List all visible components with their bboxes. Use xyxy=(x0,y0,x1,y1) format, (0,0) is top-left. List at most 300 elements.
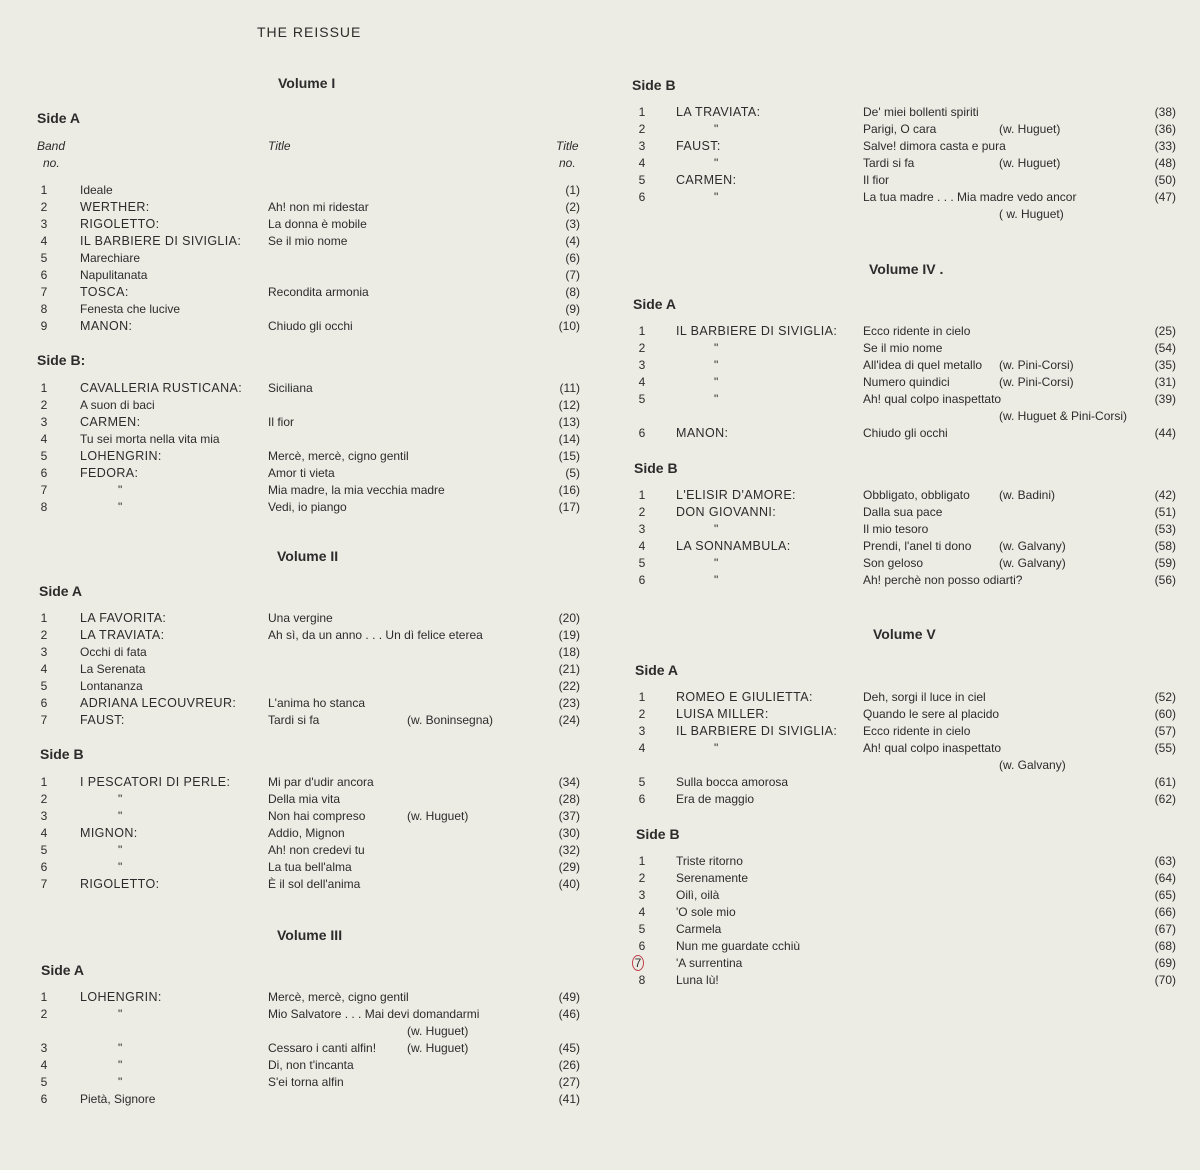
volume-title: Volume V xyxy=(873,626,936,642)
track-row xyxy=(0,155,1200,172)
track-opera: " xyxy=(714,122,719,136)
track-row xyxy=(0,465,1200,482)
track-title: Vedi, io piango xyxy=(268,500,347,514)
track-row xyxy=(0,1006,1200,1023)
band-number: 6 xyxy=(40,860,48,874)
band-number: 3 xyxy=(638,888,646,902)
band-number: 6 xyxy=(638,939,646,953)
track-row xyxy=(0,138,1200,155)
track-opera: " xyxy=(118,483,123,497)
featuring-credit: (w. Galvany) xyxy=(999,556,1066,570)
band-number: 7 xyxy=(40,877,48,891)
track-opera: Luna lù! xyxy=(676,973,719,987)
track-opera: LA TRAVIATA: xyxy=(676,105,761,119)
title-number: (44) xyxy=(1154,426,1176,440)
band-header-line2: no. xyxy=(43,156,60,170)
band-number: 6 xyxy=(638,426,646,440)
band-number: 3 xyxy=(40,217,48,231)
track-title: Siciliana xyxy=(268,381,313,395)
band-number: 5 xyxy=(40,843,48,857)
title-number: (22) xyxy=(558,679,580,693)
track-row xyxy=(0,448,1200,465)
track-row xyxy=(0,825,1200,842)
band-number: 4 xyxy=(40,432,48,446)
title-number: (10) xyxy=(558,319,580,333)
track-title: De' miei bollenti spiriti xyxy=(863,105,979,119)
track-opera: RIGOLETTO: xyxy=(80,217,160,231)
track-opera: Era de maggio xyxy=(676,792,755,806)
track-title: Il mio tesoro xyxy=(863,522,929,536)
track-title: La donna è mobile xyxy=(268,217,367,231)
track-title: Ah! non credevi tu xyxy=(268,843,365,857)
track-opera: " xyxy=(118,1058,123,1072)
track-row xyxy=(0,104,1200,121)
track-opera: 'A surrentina xyxy=(676,956,743,970)
band-number: 5 xyxy=(40,449,48,463)
track-opera: DON GIOVANNI: xyxy=(676,505,777,519)
track-title: Il fior xyxy=(863,173,890,187)
title-number: (31) xyxy=(1154,375,1176,389)
title-number: (47) xyxy=(1154,190,1176,204)
track-title: Parigi, O cara xyxy=(863,122,937,136)
band-number: 5 xyxy=(40,1075,48,1089)
band-number: 4 xyxy=(638,741,646,755)
track-opera: IL BARBIERE DI SIVIGLIA: xyxy=(676,324,838,338)
band-number: 4 xyxy=(638,905,646,919)
track-opera: ADRIANA LECOUVREUR: xyxy=(80,696,237,710)
band-number: 2 xyxy=(40,1007,48,1021)
title-number: (53) xyxy=(1154,522,1176,536)
title-number: (2) xyxy=(565,200,580,214)
track-row xyxy=(0,989,1200,1006)
side-label: Side A xyxy=(39,583,83,599)
title-number: (27) xyxy=(558,1075,580,1089)
track-opera: " xyxy=(118,1041,123,1055)
side-label: Side A xyxy=(41,962,85,978)
track-opera: Triste ritorno xyxy=(676,854,743,868)
volume-title: Volume IV . xyxy=(869,261,944,277)
track-opera: FAUST: xyxy=(676,139,721,153)
track-row xyxy=(0,627,1200,644)
title-number: (6) xyxy=(565,251,580,265)
title-number: (18) xyxy=(558,645,580,659)
track-opera: " xyxy=(714,190,719,204)
volume-title: Volume I xyxy=(278,75,336,91)
track-opera: " xyxy=(118,1007,123,1021)
track-opera: 'O sole mio xyxy=(676,905,736,919)
track-opera: IL BARBIERE DI SIVIGLIA: xyxy=(80,234,242,248)
band-number: 1 xyxy=(638,105,646,119)
track-opera: " xyxy=(714,741,719,755)
title-number: (9) xyxy=(565,302,580,316)
track-title: Una vergine xyxy=(268,611,333,625)
track-opera: Occhi di fata xyxy=(80,645,147,659)
featuring-credit: (w. Huguet) xyxy=(999,156,1061,170)
track-title: Se il mio nome xyxy=(863,341,943,355)
side-label: Side B xyxy=(40,746,84,762)
title-number: (54) xyxy=(1154,341,1176,355)
track-row xyxy=(0,425,1200,442)
band-number: 3 xyxy=(40,645,48,659)
track-opera: Lontananza xyxy=(80,679,143,693)
band-number: 7 xyxy=(40,713,48,727)
track-title: La tua madre . . . Mia madre vedo ancor xyxy=(863,190,1077,204)
band-number: 8 xyxy=(40,302,48,316)
title-number: (8) xyxy=(565,285,580,299)
track-title: Mercè, mercè, cigno gentil xyxy=(268,990,409,1004)
track-title: Mi par d'udir ancora xyxy=(268,775,374,789)
track-row xyxy=(0,172,1200,189)
track-title: Son geloso xyxy=(863,556,924,570)
band-number: 7 xyxy=(40,483,48,497)
title-number: (40) xyxy=(558,877,580,891)
title-header: Title xyxy=(268,139,291,153)
band-number: 3 xyxy=(638,358,646,372)
track-title: Il fior xyxy=(268,415,295,429)
band-number: 2 xyxy=(638,707,646,721)
track-opera: " xyxy=(714,573,719,587)
featuring-credit: (w. Huguet) xyxy=(407,1041,469,1055)
band-number: 4 xyxy=(638,156,646,170)
track-title: Addio, Mignon xyxy=(268,826,345,840)
title-number: (39) xyxy=(1154,392,1176,406)
track-title: Tardi si fa xyxy=(268,713,320,727)
title-number: (15) xyxy=(558,449,580,463)
band-number: 6 xyxy=(40,466,48,480)
track-row xyxy=(0,853,1200,870)
track-opera: Tu sei morta nella vita mia xyxy=(80,432,220,446)
track-opera: CARMEN: xyxy=(80,415,141,429)
track-row xyxy=(0,521,1200,538)
track-opera: Oilì, oilà xyxy=(676,888,720,902)
band-number: 3 xyxy=(638,139,646,153)
track-row xyxy=(0,955,1200,972)
featuring-credit: (w. Pini-Corsi) xyxy=(999,358,1074,372)
title-number: (16) xyxy=(558,483,580,497)
track-row xyxy=(0,1057,1200,1074)
band-number: 2 xyxy=(638,505,646,519)
track-opera: LA FAVORITA: xyxy=(80,611,167,625)
track-opera: LA SONNAMBULA: xyxy=(676,539,791,553)
title-number: (25) xyxy=(1154,324,1176,338)
title-number: (50) xyxy=(1154,173,1176,187)
track-title: Se il mio nome xyxy=(268,234,348,248)
track-row xyxy=(0,808,1200,825)
title-number: (57) xyxy=(1154,724,1176,738)
band-number: 3 xyxy=(40,415,48,429)
track-title: Non hai compreso xyxy=(268,809,366,823)
track-opera: " xyxy=(714,522,719,536)
track-title: Chiudo gli occhi xyxy=(863,426,948,440)
track-opera: Serenamente xyxy=(676,871,749,885)
featuring-credit: (w. Huguet) xyxy=(407,809,469,823)
track-opera: " xyxy=(118,860,123,874)
featuring-credit: (w. Huguet) xyxy=(407,1024,469,1038)
band-number: 3 xyxy=(638,522,646,536)
track-opera: " xyxy=(714,556,719,570)
track-row xyxy=(0,555,1200,572)
track-row xyxy=(0,572,1200,589)
title-number: (20) xyxy=(558,611,580,625)
track-row xyxy=(0,374,1200,391)
track-row xyxy=(0,644,1200,661)
title-number: (23) xyxy=(558,696,580,710)
title-number: (64) xyxy=(1154,871,1176,885)
band-number: 8 xyxy=(638,973,646,987)
title-number: (55) xyxy=(1154,741,1176,755)
track-opera: " xyxy=(118,1075,123,1089)
track-row xyxy=(0,189,1200,206)
band-number-circled: 7 xyxy=(632,955,644,971)
track-title: Tardi si fa xyxy=(863,156,915,170)
volume-title: Volume II xyxy=(277,548,339,564)
band-number: 2 xyxy=(40,200,48,214)
track-row xyxy=(0,661,1200,678)
track-title: Quando le sere al placido xyxy=(863,707,1000,721)
track-opera: CARMEN: xyxy=(676,173,737,187)
band-number: 5 xyxy=(40,679,48,693)
band-number: 1 xyxy=(638,690,646,704)
side-label: Side A xyxy=(633,296,677,312)
track-row xyxy=(0,121,1200,138)
track-opera: Pietà, Signore xyxy=(80,1092,156,1106)
track-row xyxy=(0,938,1200,955)
title-number: (33) xyxy=(1154,139,1176,153)
title-number: (35) xyxy=(1154,358,1176,372)
title-number: (4) xyxy=(565,234,580,248)
track-title: Cessaro i canti alfin! xyxy=(268,1041,377,1055)
track-title: Amor ti vieta xyxy=(268,466,335,480)
track-opera: " xyxy=(118,792,123,806)
band-number: 1 xyxy=(40,775,48,789)
track-opera: IL BARBIERE DI SIVIGLIA: xyxy=(676,724,838,738)
title-number: (28) xyxy=(558,792,580,806)
band-number: 6 xyxy=(638,792,646,806)
title-number: (34) xyxy=(558,775,580,789)
title-number: (63) xyxy=(1154,854,1176,868)
title-number: (32) xyxy=(558,843,580,857)
track-row xyxy=(0,757,1200,774)
track-opera: LOHENGRIN: xyxy=(80,990,162,1004)
band-number: 2 xyxy=(638,871,646,885)
title-number: (42) xyxy=(1154,488,1176,502)
track-title: Ah sì, da un anno . . . Un dì felice eterea xyxy=(268,628,483,642)
track-opera: " xyxy=(714,341,719,355)
title-number: (67) xyxy=(1154,922,1176,936)
band-number: 4 xyxy=(40,826,48,840)
band-number: 2 xyxy=(40,792,48,806)
track-opera: LOHENGRIN: xyxy=(80,449,162,463)
title-number: (52) xyxy=(1154,690,1176,704)
track-row xyxy=(0,233,1200,250)
band-number: 6 xyxy=(40,268,48,282)
featuring-credit: (w. Galvany) xyxy=(999,539,1066,553)
track-opera: ROMEO E GIULIETTA: xyxy=(676,690,813,704)
track-title: Chiudo gli occhi xyxy=(268,319,353,333)
track-title: Di, non t'incanta xyxy=(268,1058,354,1072)
title-number: (38) xyxy=(1154,105,1176,119)
band-number: 2 xyxy=(40,628,48,642)
track-row xyxy=(0,904,1200,921)
title-number: (48) xyxy=(1154,156,1176,170)
featuring-credit: (w. Galvany) xyxy=(999,758,1066,772)
track-row xyxy=(0,250,1200,267)
track-title: Ah! qual colpo inaspettato xyxy=(863,392,1002,406)
band-number: 4 xyxy=(40,662,48,676)
title-number: (30) xyxy=(558,826,580,840)
title-number: (5) xyxy=(565,466,580,480)
title-number: (56) xyxy=(1154,573,1176,587)
title-number: (45) xyxy=(558,1041,580,1055)
track-opera: A suon di baci xyxy=(80,398,155,412)
side-label: Side A xyxy=(37,110,81,126)
track-opera: MANON: xyxy=(80,319,133,333)
track-opera: I PESCATORI DI PERLE: xyxy=(80,775,231,789)
track-row xyxy=(0,740,1200,757)
title-no-header-line1: Title xyxy=(556,139,579,153)
track-row xyxy=(0,391,1200,408)
title-number: (68) xyxy=(1154,939,1176,953)
track-opera: Sulla bocca amorosa xyxy=(676,775,789,789)
featuring-credit: (w. Badini) xyxy=(999,488,1056,502)
track-row xyxy=(0,504,1200,521)
track-title: Deh, sorgi il luce in ciel xyxy=(863,690,986,704)
track-title: Mercè, mercè, cigno gentil xyxy=(268,449,409,463)
band-number: 5 xyxy=(638,922,646,936)
track-row xyxy=(0,1074,1200,1091)
volume-title: Volume III xyxy=(277,927,343,943)
title-no-header-line2: no. xyxy=(559,156,576,170)
band-number: 6 xyxy=(638,573,646,587)
track-title: Ecco ridente in cielo xyxy=(863,324,971,338)
title-number: (37) xyxy=(558,809,580,823)
track-title: Ecco ridente in cielo xyxy=(863,724,971,738)
title-number: (61) xyxy=(1154,775,1176,789)
track-title: Ah! perchè non posso odiarti? xyxy=(863,573,1023,587)
band-number: 3 xyxy=(638,724,646,738)
track-title: Ah! qual colpo inaspettato xyxy=(863,741,1002,755)
track-row xyxy=(0,870,1200,887)
band-number: 4 xyxy=(638,375,646,389)
track-opera: TOSCA: xyxy=(80,285,129,299)
track-row xyxy=(0,921,1200,938)
track-opera: Nun me guardate cchiù xyxy=(676,939,801,953)
track-opera: " xyxy=(118,500,123,514)
track-row xyxy=(0,340,1200,357)
band-number: 5 xyxy=(638,775,646,789)
track-opera: L'ELISIR D'AMORE: xyxy=(676,488,796,502)
title-number: (58) xyxy=(1154,539,1176,553)
track-row xyxy=(0,1040,1200,1057)
featuring-credit: ( w. Huguet) xyxy=(999,207,1064,221)
track-opera: RIGOLETTO: xyxy=(80,877,160,891)
track-row xyxy=(0,887,1200,904)
track-row xyxy=(0,689,1200,706)
track-title: Dalla sua pace xyxy=(863,505,943,519)
side-label: Side B xyxy=(634,460,678,476)
track-opera: " xyxy=(714,392,719,406)
track-opera: " xyxy=(714,156,719,170)
title-number: (24) xyxy=(558,713,580,727)
title-number: (13) xyxy=(558,415,580,429)
band-number: 6 xyxy=(40,696,48,710)
track-opera: FAUST: xyxy=(80,713,125,727)
track-title: L'anima ho stanca xyxy=(268,696,366,710)
track-row xyxy=(0,301,1200,318)
band-number: 2 xyxy=(638,341,646,355)
title-number: (12) xyxy=(558,398,580,412)
band-number: 1 xyxy=(40,990,48,1004)
track-opera: CAVALLERIA RUSTICANA: xyxy=(80,381,243,395)
title-number: (49) xyxy=(558,990,580,1004)
track-row xyxy=(0,774,1200,791)
title-number: (69) xyxy=(1154,956,1176,970)
title-number: (59) xyxy=(1154,556,1176,570)
band-number: 9 xyxy=(40,319,48,333)
band-number: 6 xyxy=(40,1092,48,1106)
title-number: (14) xyxy=(558,432,580,446)
title-number: (62) xyxy=(1154,792,1176,806)
track-opera: " xyxy=(714,375,719,389)
title-number: (17) xyxy=(558,500,580,514)
track-opera: Fenesta che lucive xyxy=(80,302,181,316)
band-number: 5 xyxy=(638,392,646,406)
featuring-credit: (w. Huguet & Pini-Corsi) xyxy=(999,409,1128,423)
title-number: (1) xyxy=(565,183,580,197)
track-row xyxy=(0,284,1200,301)
title-number: (3) xyxy=(565,217,580,231)
band-number: 8 xyxy=(40,500,48,514)
title-number: (65) xyxy=(1154,888,1176,902)
band-number: 2 xyxy=(40,398,48,412)
track-row xyxy=(0,706,1200,723)
track-opera: Carmela xyxy=(676,922,722,936)
title-number: (60) xyxy=(1154,707,1176,721)
track-opera: LUISA MILLER: xyxy=(676,707,769,721)
track-row xyxy=(0,267,1200,284)
band-number: 1 xyxy=(40,183,48,197)
track-opera: Marechiare xyxy=(80,251,141,265)
track-title: La tua bell'alma xyxy=(268,860,352,874)
track-row xyxy=(0,357,1200,374)
track-opera: WERTHER: xyxy=(80,200,150,214)
band-number: 1 xyxy=(40,381,48,395)
band-number: 3 xyxy=(40,1041,48,1055)
title-number: (7) xyxy=(565,268,580,282)
band-number: 3 xyxy=(40,809,48,823)
title-number: (51) xyxy=(1154,505,1176,519)
track-title: Della mia vita xyxy=(268,792,341,806)
track-title: Mio Salvatore . . . Mai devi domandarmi xyxy=(268,1007,480,1021)
track-opera: MANON: xyxy=(676,426,729,440)
track-title: Prendi, l'anel ti dono xyxy=(863,539,972,553)
track-title: Numero quindici xyxy=(863,375,950,389)
side-label: Side B xyxy=(636,826,680,842)
band-number: 1 xyxy=(638,324,646,338)
band-header-line1: Band xyxy=(37,139,66,153)
track-opera: FEDORA: xyxy=(80,466,139,480)
track-title: Ah! non mi ridestar xyxy=(268,200,369,214)
band-number: 5 xyxy=(40,251,48,265)
band-number: 4 xyxy=(40,1058,48,1072)
track-opera: MIGNON: xyxy=(80,826,138,840)
band-number: 7 xyxy=(40,285,48,299)
track-opera: Napulitanata xyxy=(80,268,148,282)
band-number: 1 xyxy=(638,854,646,868)
band-number: 1 xyxy=(40,611,48,625)
band-number: 4 xyxy=(638,539,646,553)
track-row xyxy=(0,1091,1200,1108)
